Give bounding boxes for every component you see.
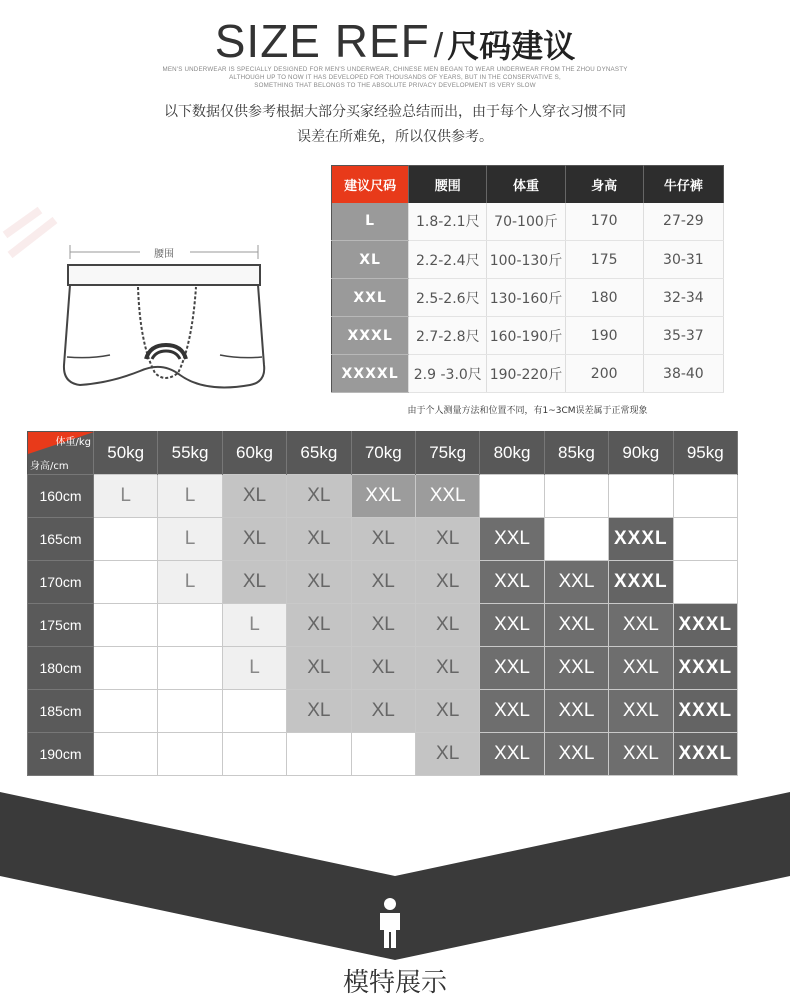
grid-cell: XL [415,690,479,733]
height-header: 180cm [28,647,94,690]
weight-header: 95kg [673,432,737,475]
size-table-header [332,166,724,203]
grid-cell [673,561,737,604]
grid-cell [222,733,286,776]
height-header: 185cm [28,690,94,733]
grid-cell [673,475,737,518]
grid-cell: XXXL [673,733,737,776]
grid-cell [673,518,737,561]
grid-cell: XXL [609,647,673,690]
grid-cell [222,690,286,733]
weight-header: 65kg [287,432,351,475]
grid-cell: L [158,475,222,518]
grid-cell: XXL [544,690,608,733]
table-cell: 2.5-2.6尺 [409,279,487,317]
title-english: SIZE REF [214,15,430,67]
table-cell: 180 [565,279,643,317]
model-showcase-label: 模特展示 [342,968,447,998]
size-grid [27,431,738,776]
grid-cell: XL [415,518,479,561]
weight-header: 85kg [544,432,608,475]
grid-cell: XL [415,604,479,647]
table-row [332,317,724,355]
table-row [332,203,724,241]
grid-cell [158,690,222,733]
grid-cell [94,690,158,733]
grid-cell: XL [222,518,286,561]
table-cell: 30-31 [643,241,723,279]
table-cell: 70-100斤 [487,203,565,241]
english-description [0,66,790,90]
height-header: 175cm [28,604,94,647]
grid-cell: XL [415,733,479,776]
underwear-diagram [0,195,320,425]
table-row [332,279,724,317]
table-cell: 190-220斤 [487,355,565,393]
grid-cell: XXXL [673,690,737,733]
grid-cell: XXL [544,604,608,647]
table-row [332,355,724,393]
grid-cell: L [222,604,286,647]
grid-cell: XXL [480,518,544,561]
grid-cell: XL [222,561,286,604]
grid-cell [287,733,351,776]
measurement-note: 由于个人测量方法和位置不同，有1~3CM误差属于正常现象 [407,406,648,416]
table-cell: 170 [565,203,643,241]
table-cell: 1.8-2.1尺 [409,203,487,241]
intro-line: 以下数据仅供参考根据大部分买家经验总结而出，由于每个人穿衣习惯不同 [164,104,626,120]
grid-row [28,604,738,647]
table-cell: 38-40 [643,355,723,393]
grid-cell: L [158,561,222,604]
grid-cell: XXXL [609,518,673,561]
table-cell: 130-160斤 [487,279,565,317]
grid-cell: XL [287,518,351,561]
grid-cell [94,733,158,776]
grid-cell: XL [415,647,479,690]
table-cell: 2.7-2.8尺 [409,317,487,355]
waist-label: 腰围 [154,249,174,260]
grid-cell [94,561,158,604]
grid-cell: XL [351,690,415,733]
grid-cell: XXL [480,733,544,776]
grid-cell: XL [287,690,351,733]
grid-cell [480,475,544,518]
grid-cell: XL [287,604,351,647]
height-header: 160cm [28,475,94,518]
table-cell: 32-34 [643,279,723,317]
grid-cell: XXL [351,475,415,518]
grid-row [28,475,738,518]
corner-height-label: 身高/cm [30,461,69,472]
header-cell: 体重 [487,166,565,203]
table-cell: 2.2-2.4尺 [409,241,487,279]
grid-cell [158,604,222,647]
table-cell: 100-130斤 [487,241,565,279]
table-cell: 175 [565,241,643,279]
grid-cell: XL [415,561,479,604]
grid-cell: XXL [609,690,673,733]
size-cell: XXXXL [332,355,409,393]
grid-cell: XL [351,561,415,604]
table-row [332,241,724,279]
header-cell: 腰围 [409,166,487,203]
grid-cell [94,604,158,647]
grid-header-row [28,432,738,475]
grid-cell: XXL [480,647,544,690]
grid-cell: XXL [480,604,544,647]
grid-cell [158,647,222,690]
table-cell: 2.9 -3.0尺 [409,355,487,393]
size-cell: XXXL [332,317,409,355]
table-cell: 200 [565,355,643,393]
weight-header: 75kg [415,432,479,475]
intro-text [0,100,790,150]
grid-row [28,518,738,561]
header-cell: 身高 [565,166,643,203]
grid-row [28,690,738,733]
weight-header: 70kg [351,432,415,475]
grid-cell: XL [287,561,351,604]
size-cell: XXL [332,279,409,317]
header-cell: 牛仔裤 [643,166,723,203]
grid-cell: XXL [544,733,608,776]
grid-cell: XL [287,475,351,518]
height-header: 170cm [28,561,94,604]
grid-row [28,733,738,776]
header-cell: 建议尺码 [332,166,409,203]
weight-header: 90kg [609,432,673,475]
grid-row [28,561,738,604]
grid-cell: XL [287,647,351,690]
grid-cell: L [222,647,286,690]
title-separator: / [433,27,444,65]
grid-cell: L [94,475,158,518]
grid-cell [94,518,158,561]
grid-cell: XXL [480,690,544,733]
grid-cell: XL [351,518,415,561]
size-cell: XL [332,241,409,279]
page-title [0,14,790,68]
table-cell: 27-29 [643,203,723,241]
size-table [331,165,724,393]
table-cell: 190 [565,317,643,355]
grid-cell: XXL [415,475,479,518]
table-cell: 35-37 [643,317,723,355]
grid-cell: XXL [480,561,544,604]
corner-weight-label: 体重/kg [55,437,91,448]
english-line: SOMETHING THAT BELONGS TO THE ABSOLUTE PRIVACY DEVELOPMENT IS VERY SLOW [254,82,536,89]
grid-cell: XXXL [673,647,737,690]
height-header: 190cm [28,733,94,776]
weight-header: 55kg [158,432,222,475]
grid-cell: XL [222,475,286,518]
table-cell: 160-190斤 [487,317,565,355]
grid-cell [94,647,158,690]
english-line: ALTHOUGH UP TO NOW IT HAS DEVELOPED FOR THOUSANDS OF YEARS, BUT IN THE CONSERVATIVE S, [229,74,561,81]
grid-corner [28,432,94,475]
grid-row [28,647,738,690]
grid-cell: XXL [544,561,608,604]
weight-header: 80kg [480,432,544,475]
grid-cell: XXL [544,647,608,690]
english-line: MEN'S UNDERWEAR IS SPECIALLY DESIGNED FOR MEN'S UNDERWEAR, CHINESE MEN BEGAN TO WEAR UNDERWEAR FROM THE ZHOU DYNASTY [162,66,628,73]
grid-cell: L [158,518,222,561]
grid-cell: XXL [609,604,673,647]
intro-line: 误差在所难免，所以仅供参考。 [297,129,493,145]
grid-cell: XL [351,647,415,690]
grid-cell: XXXL [609,561,673,604]
size-cell: L [332,203,409,241]
grid-cell [544,475,608,518]
grid-cell [609,475,673,518]
grid-cell [544,518,608,561]
weight-header: 50kg [94,432,158,475]
title-chinese: 尺码建议 [447,27,576,65]
weight-header: 60kg [222,432,286,475]
grid-cell [351,733,415,776]
height-header: 165cm [28,518,94,561]
grid-cell: XL [351,604,415,647]
grid-cell: XXL [609,733,673,776]
grid-cell [158,733,222,776]
grid-cell: XXXL [673,604,737,647]
